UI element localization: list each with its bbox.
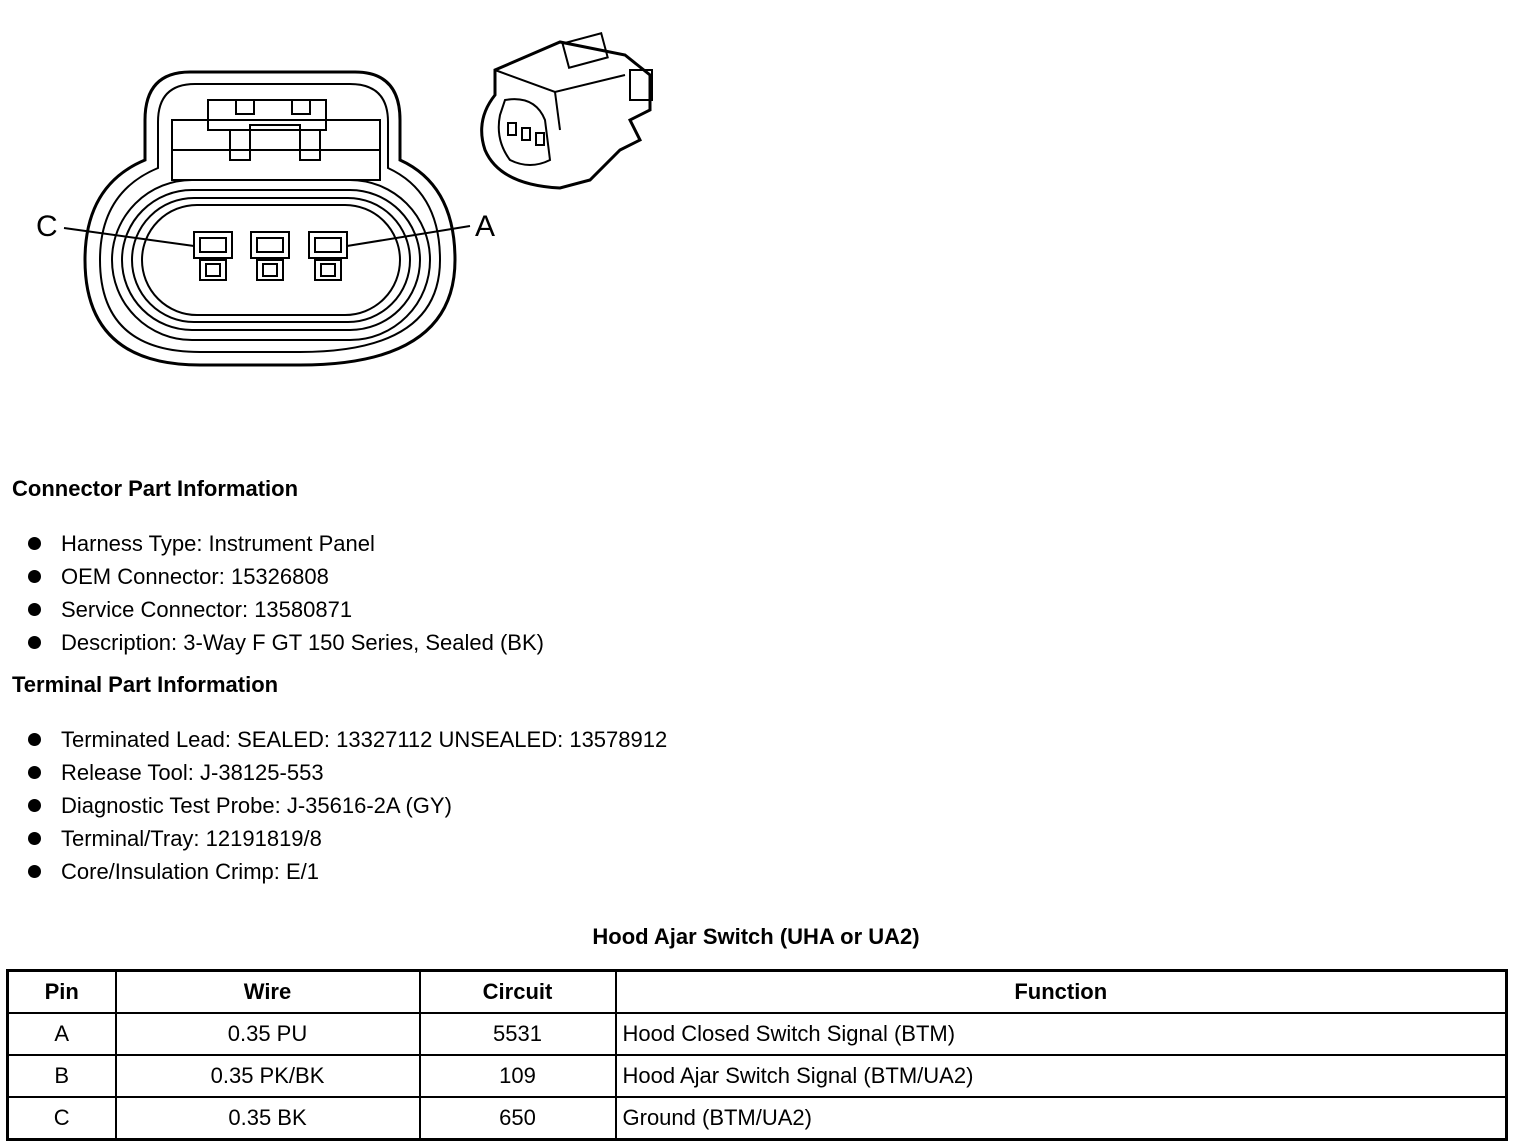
column-header-wire: Wire [116, 971, 420, 1014]
list-item: OEM Connector: 15326808 [28, 560, 544, 593]
terminal-cavity-b [251, 232, 289, 280]
bullet-icon [28, 799, 41, 812]
cell-function: Hood Ajar Switch Signal (BTM/UA2) [616, 1055, 1507, 1097]
list-item: Harness Type: Instrument Panel [28, 527, 544, 560]
cell-function: Ground (BTM/UA2) [616, 1097, 1507, 1140]
cell-pin: A [8, 1013, 116, 1055]
column-header-pin: Pin [8, 971, 116, 1014]
pin-label-c: C [36, 210, 58, 243]
list-item: Description: 3-Way F GT 150 Series, Sealed (BK) [28, 626, 544, 659]
terminal-cavity-a [309, 232, 347, 280]
column-header-function: Function [616, 971, 1507, 1014]
connector-diagram [0, 0, 700, 400]
table-row [8, 1097, 1507, 1140]
list-item: Release Tool: J-38125-553 [28, 756, 667, 789]
cell-circuit: 650 [420, 1097, 616, 1140]
terminal-info-list [28, 723, 667, 888]
list-item: Terminated Lead: SEALED: 13327112 UNSEALED: 13578912 [28, 723, 667, 756]
cell-wire: 0.35 BK [116, 1097, 420, 1140]
table-row [8, 1055, 1507, 1097]
bullet-icon [28, 603, 41, 616]
bullet-icon [28, 865, 41, 878]
cell-wire: 0.35 PK/BK [116, 1055, 420, 1097]
bullet-icon [28, 832, 41, 845]
pin-table-title: Hood Ajar Switch (UHA or UA2) [592, 924, 920, 949]
connector-isometric-view [482, 33, 652, 188]
bullet-icon [28, 570, 41, 583]
table-row [8, 1013, 1507, 1055]
bullet-icon [28, 636, 41, 649]
bullet-icon [28, 733, 41, 746]
bullet-icon [28, 537, 41, 550]
list-item: Terminal/Tray: 12191819/8 [28, 822, 667, 855]
pin-label-a: A [475, 210, 496, 243]
cell-pin: B [8, 1055, 116, 1097]
cell-function: Hood Closed Switch Signal (BTM) [616, 1013, 1507, 1055]
terminal-info-heading: Terminal Part Information [12, 672, 279, 697]
pin-table [6, 969, 1508, 1141]
list-item: Service Connector: 13580871 [28, 593, 544, 626]
connector-info-heading: Connector Part Information [12, 476, 299, 501]
cell-circuit: 5531 [420, 1013, 616, 1055]
column-header-circuit: Circuit [420, 971, 616, 1014]
connector-info-list [28, 527, 544, 659]
cell-wire: 0.35 PU [116, 1013, 420, 1055]
bullet-icon [28, 766, 41, 779]
cell-circuit: 109 [420, 1055, 616, 1097]
table-header-row [8, 971, 1507, 1014]
cell-pin: C [8, 1097, 116, 1140]
list-item: Diagnostic Test Probe: J-35616-2A (GY) [28, 789, 667, 822]
terminal-cavity-c [194, 232, 232, 280]
list-item: Core/Insulation Crimp: E/1 [28, 855, 667, 888]
